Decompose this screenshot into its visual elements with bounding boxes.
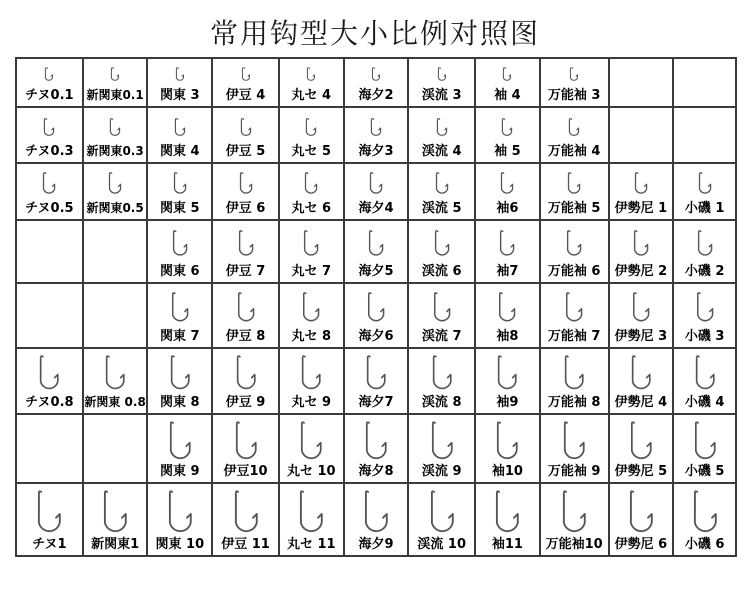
hook-cell (673, 483, 736, 556)
fish-hook-icon (299, 352, 324, 394)
fish-hook-icon (369, 64, 382, 85)
fish-hook-icon (492, 487, 522, 537)
fish-hook-icon (435, 64, 448, 85)
hook-cell (212, 483, 279, 556)
hook-size-label: 万能袖 9 (547, 464, 601, 479)
hook-cell (344, 220, 409, 283)
hook-cell (673, 163, 736, 220)
hook-cell (609, 348, 674, 414)
fish-hook-icon (364, 289, 387, 326)
hook-cell (673, 348, 736, 414)
hook-size-label: 小磯 1 (684, 201, 725, 216)
hook-size-label: 小磯 2 (684, 264, 725, 279)
hook-size-label: 渓流 5 (421, 201, 462, 216)
fish-hook-icon (559, 487, 589, 537)
fish-hook-icon (232, 418, 259, 464)
hook-cell (16, 348, 83, 414)
fish-hook-icon (34, 487, 64, 537)
fish-hook-icon (103, 352, 128, 394)
hook-cell (408, 348, 475, 414)
hook-cell (408, 107, 475, 163)
fish-hook-icon (239, 64, 252, 85)
hook-cell (609, 220, 674, 283)
fish-hook-icon (298, 418, 325, 464)
table-row (16, 220, 736, 283)
fish-hook-icon (296, 487, 326, 537)
fish-hook-icon (566, 115, 582, 140)
fish-hook-icon (631, 227, 651, 260)
hook-size-label: 新関東 0.8 (84, 395, 146, 409)
hook-cell (279, 348, 344, 414)
fish-hook-icon (428, 418, 455, 464)
hook-size-label: 新関東0.1 (86, 88, 144, 102)
empty-cell (83, 283, 148, 348)
hook-cell (279, 483, 344, 556)
fish-hook-icon (494, 418, 521, 464)
hook-size-label: 小磯 3 (684, 329, 725, 344)
fish-hook-icon (43, 64, 56, 85)
fish-hook-icon (166, 418, 193, 464)
fish-hook-icon (107, 115, 123, 140)
table-row (16, 107, 736, 163)
fish-hook-icon (40, 169, 58, 198)
hook-cell (279, 283, 344, 348)
hook-size-label: 渓流 10 (417, 537, 467, 552)
table-row (16, 58, 736, 107)
hook-size-label: 万能袖 8 (547, 395, 601, 410)
hook-cell (212, 348, 279, 414)
hook-size-label: チヌ0.3 (25, 144, 74, 159)
empty-cell (16, 220, 83, 283)
hook-size-label: 関東 5 (160, 201, 200, 216)
hook-size-label: 万能袖 6 (547, 264, 601, 279)
hook-size-label: 伊勢尼 1 (614, 201, 668, 216)
hook-size-label: 万能袖 7 (547, 329, 601, 344)
hook-cell (609, 283, 674, 348)
hook-size-label: 袖11 (491, 537, 523, 552)
hook-size-label: 伊豆 8 (225, 329, 266, 344)
fish-hook-icon (433, 169, 451, 198)
hook-cell (212, 58, 279, 107)
hook-size-label: 渓流 6 (421, 264, 462, 279)
empty-cell (673, 58, 736, 107)
hook-size-chart (15, 57, 737, 557)
hook-cell (279, 58, 344, 107)
fish-hook-icon (495, 352, 520, 394)
hook-cell (475, 348, 540, 414)
empty-cell (16, 414, 83, 483)
fish-hook-icon (301, 227, 321, 260)
fish-hook-icon (498, 169, 516, 198)
hook-size-label: 海夕3 (358, 144, 394, 159)
fish-hook-icon (237, 169, 255, 198)
hook-cell (212, 107, 279, 163)
hook-cell (212, 163, 279, 220)
empty-cell (83, 414, 148, 483)
hook-size-label: 関東 9 (160, 464, 200, 479)
hook-size-label: 丸セ 7 (291, 264, 332, 279)
hook-cell (344, 414, 409, 483)
hook-cell (212, 283, 279, 348)
hook-cell (83, 58, 148, 107)
table-row (16, 163, 736, 220)
fish-hook-icon (696, 169, 714, 198)
hook-cell (475, 283, 540, 348)
empty-cell (609, 58, 674, 107)
fish-hook-icon (363, 352, 388, 394)
fish-hook-icon (171, 169, 189, 198)
hook-cell (147, 414, 212, 483)
hook-cell (408, 220, 475, 283)
fish-hook-icon (100, 487, 130, 537)
hook-cell (408, 414, 475, 483)
hook-size-label: 関東 10 (155, 537, 205, 552)
hook-size-label: 万能袖 5 (547, 201, 601, 216)
hook-size-label: 丸セ 11 (286, 537, 336, 552)
hook-size-label: 伊豆 6 (225, 201, 266, 216)
hook-size-label: 袖6 (496, 201, 519, 216)
fish-hook-icon (432, 227, 452, 260)
table-row (16, 348, 736, 414)
fish-hook-icon (563, 289, 586, 326)
hook-size-label: 伊勢尼 5 (614, 464, 668, 479)
hook-cell (279, 220, 344, 283)
hook-cell (344, 348, 409, 414)
hook-size-label: 関東 8 (160, 395, 200, 410)
hook-size-label: 渓流 3 (421, 88, 462, 103)
hook-size-label: 海夕7 (358, 395, 394, 410)
hook-cell (408, 163, 475, 220)
fish-hook-icon (41, 115, 57, 140)
hook-size-label: チヌ0.8 (25, 395, 74, 410)
fish-hook-icon (361, 487, 391, 537)
hook-cell (83, 163, 148, 220)
hook-cell (344, 107, 409, 163)
hook-size-label: 袖9 (496, 395, 519, 410)
fish-hook-icon (165, 487, 195, 537)
hook-cell (408, 483, 475, 556)
fish-hook-icon (497, 227, 517, 260)
fish-hook-icon (564, 227, 584, 260)
hook-size-label: 丸セ 4 (291, 88, 332, 103)
hook-cell (540, 414, 609, 483)
hook-size-label: 袖8 (496, 329, 519, 344)
hook-cell (83, 483, 148, 556)
hook-size-label: 丸セ 9 (291, 395, 332, 410)
hook-size-label: 伊豆 9 (225, 395, 266, 410)
fish-hook-icon (172, 115, 188, 140)
hook-size-label: 丸セ 5 (291, 144, 332, 159)
fish-hook-icon (233, 352, 258, 394)
fish-hook-icon (362, 418, 389, 464)
hook-size-label: 海夕9 (358, 537, 394, 552)
hook-size-label: 伊勢尼 4 (614, 395, 668, 410)
hook-size-label: 伊豆 4 (225, 88, 266, 103)
fish-hook-icon (37, 352, 62, 394)
hook-size-label: 万能袖 4 (547, 144, 601, 159)
fish-hook-icon (305, 64, 318, 85)
hook-cell (83, 107, 148, 163)
hook-size-label: 万能袖10 (545, 537, 603, 552)
fish-hook-icon (170, 227, 190, 260)
hook-size-label: 海夕4 (358, 201, 394, 216)
hook-cell (540, 58, 609, 107)
hook-size-label: 伊豆10 (223, 464, 268, 479)
hook-size-label: 海夕5 (358, 264, 394, 279)
hook-size-label: 袖10 (491, 464, 523, 479)
hook-cell (147, 348, 212, 414)
fish-hook-icon (238, 115, 254, 140)
fish-hook-icon (692, 352, 717, 394)
hook-size-label: 渓流 4 (421, 144, 462, 159)
hook-size-label: 関東 7 (160, 329, 200, 344)
hook-cell (475, 414, 540, 483)
fish-hook-icon (109, 64, 122, 85)
hook-size-label: 海夕2 (358, 88, 394, 103)
fish-hook-icon (434, 115, 450, 140)
hook-cell (475, 107, 540, 163)
fish-hook-icon (629, 289, 652, 326)
hook-cell (344, 283, 409, 348)
fish-hook-icon (626, 487, 656, 537)
fish-hook-icon (231, 487, 261, 537)
hook-cell (147, 283, 212, 348)
hook-size-label: 伊勢尼 2 (614, 264, 668, 279)
table-row (16, 283, 736, 348)
hook-size-label: チヌ1 (32, 537, 67, 552)
fish-hook-icon (562, 352, 587, 394)
hook-size-label: 袖7 (496, 264, 519, 279)
fish-hook-icon (499, 115, 515, 140)
hook-cell (673, 220, 736, 283)
hook-cell (147, 58, 212, 107)
table-row (16, 414, 736, 483)
hook-size-label: 新関東0.5 (86, 201, 144, 215)
hook-size-label: 渓流 7 (421, 329, 462, 344)
hook-cell (212, 414, 279, 483)
hook-size-label: 小磯 5 (684, 464, 725, 479)
hook-size-label: 新関東0.3 (86, 144, 144, 158)
fish-hook-icon (429, 352, 454, 394)
hook-size-label: 渓流 9 (421, 464, 462, 479)
hook-cell (147, 220, 212, 283)
empty-cell (673, 107, 736, 163)
fish-hook-icon (236, 227, 256, 260)
hook-cell (16, 58, 83, 107)
fish-hook-icon (302, 169, 320, 198)
fish-hook-icon (234, 289, 257, 326)
hook-cell (344, 58, 409, 107)
hook-size-label: 小磯 4 (684, 395, 725, 410)
hook-cell (540, 483, 609, 556)
hook-cell (16, 107, 83, 163)
hook-cell (540, 283, 609, 348)
hook-cell (475, 58, 540, 107)
fish-hook-icon (691, 418, 718, 464)
hook-size-label: 海夕8 (358, 464, 394, 479)
hook-size-label: チヌ0.5 (25, 201, 74, 216)
page-title: 常用钩型大小比例对照图 (209, 17, 540, 50)
fish-hook-icon (173, 64, 186, 85)
hook-cell (279, 163, 344, 220)
empty-cell (16, 283, 83, 348)
hook-size-label: 関東 3 (160, 88, 200, 103)
fish-hook-icon (368, 115, 384, 140)
hook-size-label: 袖 5 (494, 144, 521, 159)
hook-cell (408, 283, 475, 348)
fish-hook-icon (568, 64, 581, 85)
hook-cell (279, 107, 344, 163)
fish-hook-icon (303, 115, 319, 140)
fish-hook-icon (430, 289, 453, 326)
hook-cell (147, 163, 212, 220)
hook-size-label: 渓流 8 (421, 395, 462, 410)
empty-cell (83, 220, 148, 283)
hook-size-label: 新関東1 (91, 537, 140, 552)
empty-cell (609, 107, 674, 163)
hook-size-label: 丸セ 6 (291, 201, 332, 216)
hook-cell (540, 107, 609, 163)
fish-hook-icon (106, 169, 124, 198)
fish-hook-icon (300, 289, 323, 326)
hook-size-label: 伊勢尼 3 (614, 329, 668, 344)
hook-cell (16, 163, 83, 220)
hook-size-label: 小磯 6 (684, 537, 725, 552)
hook-cell (16, 483, 83, 556)
hook-size-label: 丸セ 8 (291, 329, 332, 344)
hook-size-label: 丸セ 10 (286, 464, 336, 479)
fish-hook-icon (561, 418, 588, 464)
hook-cell (147, 483, 212, 556)
fish-hook-icon (167, 352, 192, 394)
hook-size-label: 伊豆 7 (225, 264, 266, 279)
hook-size-label: 伊豆 5 (225, 144, 266, 159)
hook-size-label: 関東 4 (160, 144, 200, 159)
hook-size-label: 海夕6 (358, 329, 394, 344)
hook-cell (408, 58, 475, 107)
hook-cell (344, 483, 409, 556)
hook-size-label: 伊勢尼 6 (614, 537, 668, 552)
hook-cell (475, 163, 540, 220)
fish-hook-icon (501, 64, 514, 85)
fish-hook-icon (627, 418, 654, 464)
table-row (16, 483, 736, 556)
hook-cell (609, 414, 674, 483)
hook-cell (540, 163, 609, 220)
fish-hook-icon (690, 487, 720, 537)
hook-cell (609, 483, 674, 556)
hook-cell (609, 163, 674, 220)
hook-size-label: 万能袖 3 (547, 88, 601, 103)
fish-hook-icon (168, 289, 191, 326)
hook-size-label: 関東 6 (160, 264, 200, 279)
hook-size-label: 伊豆 11 (221, 537, 270, 552)
hook-size-label: 袖 4 (494, 88, 521, 103)
fish-hook-icon (628, 352, 653, 394)
hook-cell (540, 220, 609, 283)
fish-hook-icon (632, 169, 650, 198)
fish-hook-icon (427, 487, 457, 537)
fish-hook-icon (367, 169, 385, 198)
hook-cell (83, 348, 148, 414)
fish-hook-icon (366, 227, 386, 260)
hook-cell (147, 107, 212, 163)
fish-hook-icon (695, 227, 715, 260)
hook-cell (475, 220, 540, 283)
hook-cell (540, 348, 609, 414)
hook-cell (673, 283, 736, 348)
fish-hook-icon (565, 169, 583, 198)
fish-hook-icon (496, 289, 519, 326)
hook-cell (475, 483, 540, 556)
hook-cell (344, 163, 409, 220)
hook-size-label: チヌ0.1 (25, 88, 74, 103)
hook-cell (673, 414, 736, 483)
hook-cell (279, 414, 344, 483)
hook-cell (212, 220, 279, 283)
fish-hook-icon (693, 289, 716, 326)
